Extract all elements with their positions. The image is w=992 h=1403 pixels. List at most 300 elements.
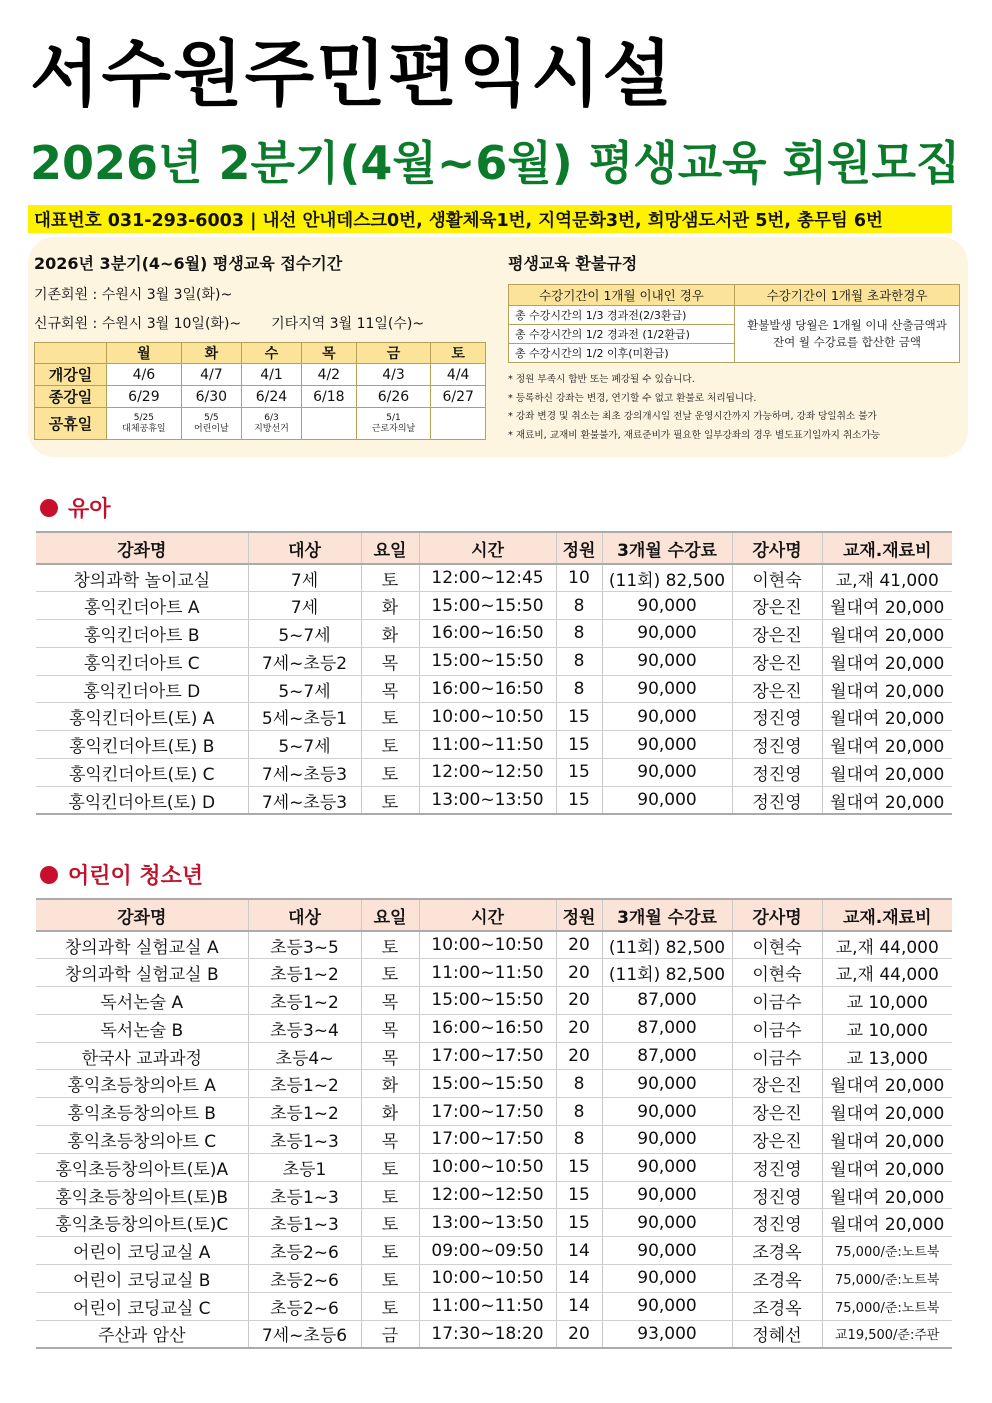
cell-material-fee: 월대여 20,000: [822, 786, 952, 814]
cell-target: 7세~초등3: [248, 786, 361, 814]
table-row: [36, 1181, 952, 1209]
cell-course-name: 홍익킨더아트 B: [36, 620, 248, 648]
cell-course-name: 한국사 교과과정: [36, 1042, 248, 1070]
cell-target: 초등2~6: [248, 1265, 361, 1293]
refund-rule: 총 수강시간의 1/2 이후(미환급): [509, 344, 735, 363]
table-row: [36, 987, 952, 1015]
cell-fee: 90,000: [602, 703, 732, 731]
cell-capacity: 14: [556, 1265, 602, 1293]
cell-day: 토: [361, 1153, 419, 1181]
cell-instructor: 이금수: [732, 987, 822, 1015]
column-header-target: 대상: [248, 532, 361, 564]
section-title-text: 유아: [68, 497, 111, 522]
holiday-cell: [356, 408, 431, 440]
cell-instructor: 장은진: [732, 1070, 822, 1098]
cell-material-fee: 월대여 20,000: [822, 1098, 952, 1126]
table-row: [36, 1237, 952, 1265]
cell-capacity: 8: [556, 1126, 602, 1154]
cell-fee: 90,000: [602, 1098, 732, 1126]
start-date: 4/1: [241, 364, 301, 386]
cell-capacity: 20: [556, 1042, 602, 1070]
cell-instructor: 장은진: [732, 647, 822, 675]
cell-time: 15:00~15:50: [419, 592, 556, 620]
cell-target: 5~7세: [248, 675, 361, 703]
cell-time: 13:00~13:50: [419, 1209, 556, 1237]
cell-fee: (11회) 82,500: [602, 959, 732, 987]
day-header: 월: [107, 343, 182, 364]
note-line: * 정원 부족시 합반 또는 폐강될 수 있습니다.: [508, 374, 695, 385]
column-header-day: 요일: [361, 899, 419, 931]
section-title-text: 어린이 청소년: [68, 864, 204, 889]
end-date: 6/29: [107, 386, 182, 408]
holiday-name: 대체공휴일: [122, 423, 166, 434]
cell-time: 15:00~15:50: [419, 1070, 556, 1098]
cell-target: 초등1~3: [248, 1126, 361, 1154]
cell-fee: 90,000: [602, 620, 732, 648]
table-row: [36, 1098, 952, 1126]
column-header-time: 시간: [419, 899, 556, 931]
cell-day: 목: [361, 1126, 419, 1154]
cell-instructor: 정진영: [732, 1153, 822, 1181]
holiday-label: 공휴일: [35, 408, 107, 440]
info-box: [28, 237, 968, 457]
table-row: [36, 931, 952, 959]
cell-instructor: 이현숙: [732, 931, 822, 959]
cell-day: 토: [361, 959, 419, 987]
holiday-date: 5/25: [133, 412, 154, 423]
end-label: 종강일: [35, 386, 107, 408]
note-line: * 재료비, 교재비 환불불가, 재료준비가 필요한 일부강좌의 경우 별도표기일까지 취소가능: [508, 430, 880, 442]
cell-fee: 90,000: [602, 675, 732, 703]
cell-material-fee: 월대여 20,000: [822, 592, 952, 620]
holiday-date: 6/3: [264, 412, 279, 423]
cell-target: 초등1~3: [248, 1181, 361, 1209]
cell-material-fee: 교 13,000: [822, 1042, 952, 1070]
table-row: [36, 1320, 952, 1348]
end-date: 6/24: [241, 386, 301, 408]
cell-course-name: 홍익킨더아트 C: [36, 647, 248, 675]
cell-material-fee: 교19,500/준:주판: [822, 1320, 952, 1348]
cell-fee: 90,000: [602, 592, 732, 620]
cell-day: 토: [361, 731, 419, 759]
table-row: [36, 959, 952, 987]
cell-material-fee: 월대여 20,000: [822, 731, 952, 759]
holiday-cell: [302, 408, 357, 440]
cell-fee: 90,000: [602, 1126, 732, 1154]
page-subtitle: 2026년 2분기(4월~6월) 평생교육 회원모집: [30, 136, 961, 190]
holiday-date: 5/1: [386, 412, 401, 423]
start-date: 4/7: [181, 364, 241, 386]
cell-course-name: 홍익킨더아트(토) C: [36, 759, 248, 787]
cell-instructor: 장은진: [732, 1098, 822, 1126]
column-header-course-name: 강좌명: [36, 532, 248, 564]
cell-capacity: 10: [556, 564, 602, 592]
table-row: [36, 1070, 952, 1098]
cell-course-name: 홍익킨더아트(토) D: [36, 786, 248, 814]
cell-instructor: 조경옥: [732, 1237, 822, 1265]
table-row: [36, 786, 952, 814]
cell-material-fee: 월대여 20,000: [822, 647, 952, 675]
holiday-name: 근로자의날: [371, 423, 416, 434]
cell-course-name: 독서논술 A: [36, 987, 248, 1015]
cell-day: 토: [361, 564, 419, 592]
cell-fee: 90,000: [602, 1292, 732, 1320]
cell-time: 16:00~16:50: [419, 675, 556, 703]
cell-course-name: 홍익초등창의아트 A: [36, 1070, 248, 1098]
cell-time: 13:00~13:50: [419, 786, 556, 814]
refund-panel: [508, 251, 960, 446]
cell-time: 16:00~16:50: [419, 1014, 556, 1042]
cell-material-fee: 월대여 20,000: [822, 1181, 952, 1209]
cell-fee: 87,000: [602, 1014, 732, 1042]
cell-day: 토: [361, 1237, 419, 1265]
cell-instructor: 장은진: [732, 620, 822, 648]
cell-course-name: 창의과학 실험교실 A: [36, 931, 248, 959]
cell-capacity: 20: [556, 987, 602, 1015]
column-header-fee: 3개월 수강료: [602, 899, 732, 931]
cell-fee: 90,000: [602, 1153, 732, 1181]
refund-rule: 총 수강시간의 1/3 경과전(2/3환급): [509, 306, 735, 325]
cell-course-name: 주산과 암산: [36, 1320, 248, 1348]
column-header-instructor: 강사명: [732, 899, 822, 931]
cell-time: 17:00~17:50: [419, 1042, 556, 1070]
cell-time: 12:00~12:50: [419, 759, 556, 787]
cell-instructor: 정혜선: [732, 1320, 822, 1348]
cell-material-fee: 월대여 20,000: [822, 620, 952, 648]
cell-fee: 90,000: [602, 786, 732, 814]
cell-course-name: 홍익킨더아트(토) A: [36, 703, 248, 731]
column-header-capacity: 정원: [556, 532, 602, 564]
column-header-time: 시간: [419, 532, 556, 564]
cell-day: 화: [361, 1070, 419, 1098]
cell-course-name: 홍익킨더아트 D: [36, 675, 248, 703]
cell-material-fee: 75,000/준:노트북: [822, 1237, 952, 1265]
day-header: 토: [431, 343, 486, 364]
cell-capacity: 8: [556, 675, 602, 703]
column-header-fee: 3개월 수강료: [602, 532, 732, 564]
cell-day: 토: [361, 1181, 419, 1209]
cell-fee: (11회) 82,500: [602, 564, 732, 592]
cell-day: 화: [361, 1098, 419, 1126]
cell-capacity: 15: [556, 1209, 602, 1237]
cell-capacity: 8: [556, 1098, 602, 1126]
cell-capacity: 20: [556, 1014, 602, 1042]
holiday-cell: [181, 408, 241, 440]
cell-instructor: 이금수: [732, 1042, 822, 1070]
day-header: 목: [302, 343, 357, 364]
holiday-cell: [241, 408, 301, 440]
cell-course-name: 홍익초등창의아트(토)A: [36, 1153, 248, 1181]
end-date: 6/18: [302, 386, 357, 408]
cell-target: 초등1: [248, 1153, 361, 1181]
cell-time: 17:00~17:50: [419, 1126, 556, 1154]
table-row: [36, 1014, 952, 1042]
cell-capacity: 14: [556, 1237, 602, 1265]
cell-course-name: 홍익킨더아트(토) B: [36, 731, 248, 759]
cell-time: 11:00~11:50: [419, 1292, 556, 1320]
cell-target: 7세~초등2: [248, 647, 361, 675]
cell-target: 초등1~2: [248, 959, 361, 987]
bullet-dot-icon: [40, 866, 58, 884]
cell-capacity: 8: [556, 592, 602, 620]
day-header: 화: [181, 343, 241, 364]
cell-target: 7세: [248, 564, 361, 592]
cell-fee: 90,000: [602, 1181, 732, 1209]
course-table-youth: [36, 898, 952, 1349]
cell-target: 5~7세: [248, 731, 361, 759]
start-date: 4/4: [431, 364, 486, 386]
end-date: 6/26: [356, 386, 431, 408]
cell-time: 10:00~10:50: [419, 931, 556, 959]
cell-day: 토: [361, 786, 419, 814]
cell-capacity: 15: [556, 731, 602, 759]
cell-capacity: 15: [556, 703, 602, 731]
cell-capacity: 15: [556, 1181, 602, 1209]
cell-time: 10:00~10:50: [419, 703, 556, 731]
cell-course-name: 홍익킨더아트 A: [36, 592, 248, 620]
column-header-day: 요일: [361, 532, 419, 564]
cell-day: 목: [361, 987, 419, 1015]
table-row: [36, 1292, 952, 1320]
cell-day: 목: [361, 675, 419, 703]
cell-target: 초등4~: [248, 1042, 361, 1070]
refund-col1-header: 수강기간이 1개월 이내인 경우: [509, 285, 735, 306]
cell-fee: 90,000: [602, 1265, 732, 1293]
course-table-infant: [36, 531, 952, 815]
cell-fee: 90,000: [602, 731, 732, 759]
cell-target: 5세~초등1: [248, 703, 361, 731]
cell-day: 목: [361, 647, 419, 675]
start-label: 개강일: [35, 364, 107, 386]
cell-instructor: 정진영: [732, 759, 822, 787]
cell-time: 11:00~11:50: [419, 959, 556, 987]
cell-instructor: 정진영: [732, 1181, 822, 1209]
cell-time: 10:00~10:50: [419, 1265, 556, 1293]
cell-instructor: 조경옥: [732, 1292, 822, 1320]
cell-material-fee: 월대여 20,000: [822, 759, 952, 787]
cell-course-name: 어린이 코딩교실 B: [36, 1265, 248, 1293]
cell-target: 초등2~6: [248, 1292, 361, 1320]
cell-target: 7세~초등3: [248, 759, 361, 787]
cell-time: 15:00~15:50: [419, 987, 556, 1015]
holiday-cell: [107, 408, 182, 440]
cell-day: 토: [361, 703, 419, 731]
cell-target: 초등3~5: [248, 931, 361, 959]
cell-fee: (11회) 82,500: [602, 931, 732, 959]
column-header-material-fee: 교재.재료비: [822, 532, 952, 564]
cell-material-fee: 월대여 20,000: [822, 1126, 952, 1154]
cell-target: 초등1~2: [248, 1098, 361, 1126]
cell-day: 목: [361, 1042, 419, 1070]
day-header: 수: [241, 343, 301, 364]
registration-heading: 2026년 3분기(4~6월) 평생교육 접수기간: [34, 254, 343, 273]
cell-fee: 93,000: [602, 1320, 732, 1348]
cell-target: 초등3~4: [248, 1014, 361, 1042]
new-member-suwon: 신규회원 : 수원시 3월 10일(화)~: [34, 316, 242, 332]
column-header-instructor: 강사명: [732, 532, 822, 564]
cell-instructor: 조경옥: [732, 1265, 822, 1293]
start-date: 4/6: [107, 364, 182, 386]
cell-instructor: 정진영: [732, 703, 822, 731]
cell-day: 화: [361, 620, 419, 648]
page-title: 서수원주민편익시설: [30, 32, 674, 116]
cell-target: 초등1~2: [248, 987, 361, 1015]
cell-material-fee: 75,000/준:노트북: [822, 1292, 952, 1320]
cell-capacity: 8: [556, 647, 602, 675]
cell-capacity: 15: [556, 1153, 602, 1181]
cell-fee: 87,000: [602, 987, 732, 1015]
cell-time: 12:00~12:45: [419, 564, 556, 592]
new-member-line: [34, 313, 492, 333]
table-row: [36, 592, 952, 620]
cell-fee: 90,000: [602, 1070, 732, 1098]
cell-instructor: 이현숙: [732, 959, 822, 987]
table-row: [36, 675, 952, 703]
cell-target: 7세: [248, 592, 361, 620]
section-title-youth: [40, 859, 203, 890]
cell-material-fee: 교 10,000: [822, 987, 952, 1015]
cell-material-fee: 교,재 41,000: [822, 564, 952, 592]
cell-fee: 90,000: [602, 759, 732, 787]
table-row: [36, 564, 952, 592]
cell-time: 17:00~17:50: [419, 1098, 556, 1126]
cell-time: 12:00~12:50: [419, 1181, 556, 1209]
refund-col2-header: 수강기간이 1개월 초과한경우: [735, 285, 960, 306]
cell-fee: 90,000: [602, 1237, 732, 1265]
table-row: [36, 1209, 952, 1237]
cell-course-name: 어린이 코딩교실 A: [36, 1237, 248, 1265]
cell-course-name: 어린이 코딩교실 C: [36, 1292, 248, 1320]
cell-course-name: 홍익초등창의아트 B: [36, 1098, 248, 1126]
column-header-target: 대상: [248, 899, 361, 931]
start-date: 4/2: [302, 364, 357, 386]
refund-heading: 평생교육 환불규정: [508, 254, 638, 273]
schedule-corner: [35, 343, 107, 364]
cell-material-fee: 월대여 20,000: [822, 675, 952, 703]
refund-rule: 총 수강시간의 1/2 경과전 (1/2환급): [509, 325, 735, 344]
cell-course-name: 독서논술 B: [36, 1014, 248, 1042]
end-date: 6/30: [181, 386, 241, 408]
cell-instructor: 장은진: [732, 1126, 822, 1154]
cell-course-name: 창의과학 실험교실 B: [36, 959, 248, 987]
cell-course-name: 홍익초등창의아트 C: [36, 1126, 248, 1154]
cell-fee: 90,000: [602, 1209, 732, 1237]
cell-capacity: 15: [556, 759, 602, 787]
cell-capacity: 15: [556, 786, 602, 814]
refund-right-rule: 환불발생 당월은 1개월 이내 산출금액과 잔여 월 수강료를 합산한 금액: [735, 306, 960, 363]
cell-instructor: 장은진: [732, 675, 822, 703]
cell-day: 금: [361, 1320, 419, 1348]
cell-target: 초등1~3: [248, 1209, 361, 1237]
cell-time: 09:00~09:50: [419, 1237, 556, 1265]
cell-day: 토: [361, 931, 419, 959]
table-row: [36, 647, 952, 675]
day-header: 금: [356, 343, 431, 364]
holiday-cell: [431, 408, 486, 440]
cell-time: 16:00~16:50: [419, 620, 556, 648]
cell-capacity: 14: [556, 1292, 602, 1320]
note-line: * 강좌 변경 및 취소는 최초 강의개시일 전날 운영시간까지 가능하며, 강좌 당일취소 불가: [508, 411, 877, 423]
start-date: 4/3: [356, 364, 431, 386]
cell-capacity: 20: [556, 931, 602, 959]
cell-target: 7세~초등6: [248, 1320, 361, 1348]
table-row: [36, 620, 952, 648]
cell-instructor: 정진영: [732, 1209, 822, 1237]
table-row: [36, 731, 952, 759]
cell-course-name: 홍익초등창의아트(토)C: [36, 1209, 248, 1237]
note-line: * 등록하신 강좌는 변경, 연기할 수 없고 환불로 처리됩니다.: [508, 392, 757, 404]
cell-course-name: 홍익초등창의아트(토)B: [36, 1181, 248, 1209]
cell-target: 5~7세: [248, 620, 361, 648]
holiday-date: 5/5: [204, 412, 219, 423]
bullet-dot-icon: [40, 499, 58, 517]
cell-capacity: 20: [556, 959, 602, 987]
registration-panel: [34, 251, 492, 440]
contact-bar: 대표번호 031-293-6003 | 내선 안내데스크0번, 생활체육1번, 지역문화3번, 희망샘도서관 5번, 총무팀 6번: [28, 205, 952, 233]
table-row: [36, 703, 952, 731]
cell-day: 토: [361, 1292, 419, 1320]
refund-table: [508, 284, 960, 363]
column-header-material-fee: 교재.재료비: [822, 899, 952, 931]
cell-target: 초등2~6: [248, 1237, 361, 1265]
cell-fee: 87,000: [602, 1042, 732, 1070]
cell-material-fee: 월대여 20,000: [822, 703, 952, 731]
cell-material-fee: 75,000/준:노트북: [822, 1265, 952, 1293]
end-date: 6/27: [431, 386, 486, 408]
cell-instructor: 장은진: [732, 592, 822, 620]
cell-instructor: 이현숙: [732, 564, 822, 592]
refund-notes: [508, 371, 960, 446]
column-header-capacity: 정원: [556, 899, 602, 931]
cell-material-fee: 월대여 20,000: [822, 1070, 952, 1098]
cell-time: 17:30~18:20: [419, 1320, 556, 1348]
cell-time: 11:00~11:50: [419, 731, 556, 759]
cell-time: 10:00~10:50: [419, 1153, 556, 1181]
cell-target: 초등1~2: [248, 1070, 361, 1098]
schedule-table: [34, 342, 486, 440]
cell-time: 15:00~15:50: [419, 647, 556, 675]
cell-material-fee: 교,재 44,000: [822, 959, 952, 987]
existing-member-line: 기존회원 : 수원시 3월 3일(화)~: [34, 287, 233, 303]
table-row: [36, 1265, 952, 1293]
cell-material-fee: 교 10,000: [822, 1014, 952, 1042]
cell-day: 토: [361, 1265, 419, 1293]
table-row: [36, 759, 952, 787]
cell-material-fee: 교,재 44,000: [822, 931, 952, 959]
holiday-name: 어린이날: [193, 423, 229, 434]
cell-day: 목: [361, 1014, 419, 1042]
cell-material-fee: 월대여 20,000: [822, 1209, 952, 1237]
cell-capacity: 8: [556, 620, 602, 648]
cell-course-name: 창의과학 놀이교실: [36, 564, 248, 592]
cell-fee: 90,000: [602, 647, 732, 675]
cell-instructor: 정진영: [732, 731, 822, 759]
cell-day: 화: [361, 592, 419, 620]
cell-instructor: 정진영: [732, 786, 822, 814]
section-title-infant: [40, 492, 111, 523]
cell-capacity: 20: [556, 1320, 602, 1348]
cell-day: 토: [361, 759, 419, 787]
holiday-name: 지방선거: [254, 423, 289, 434]
cell-day: 토: [361, 1209, 419, 1237]
table-row: [36, 1153, 952, 1181]
cell-material-fee: 월대여 20,000: [822, 1153, 952, 1181]
table-row: [36, 1126, 952, 1154]
cell-capacity: 8: [556, 1070, 602, 1098]
column-header-course-name: 강좌명: [36, 899, 248, 931]
table-row: [36, 1042, 952, 1070]
cell-instructor: 이금수: [732, 1014, 822, 1042]
